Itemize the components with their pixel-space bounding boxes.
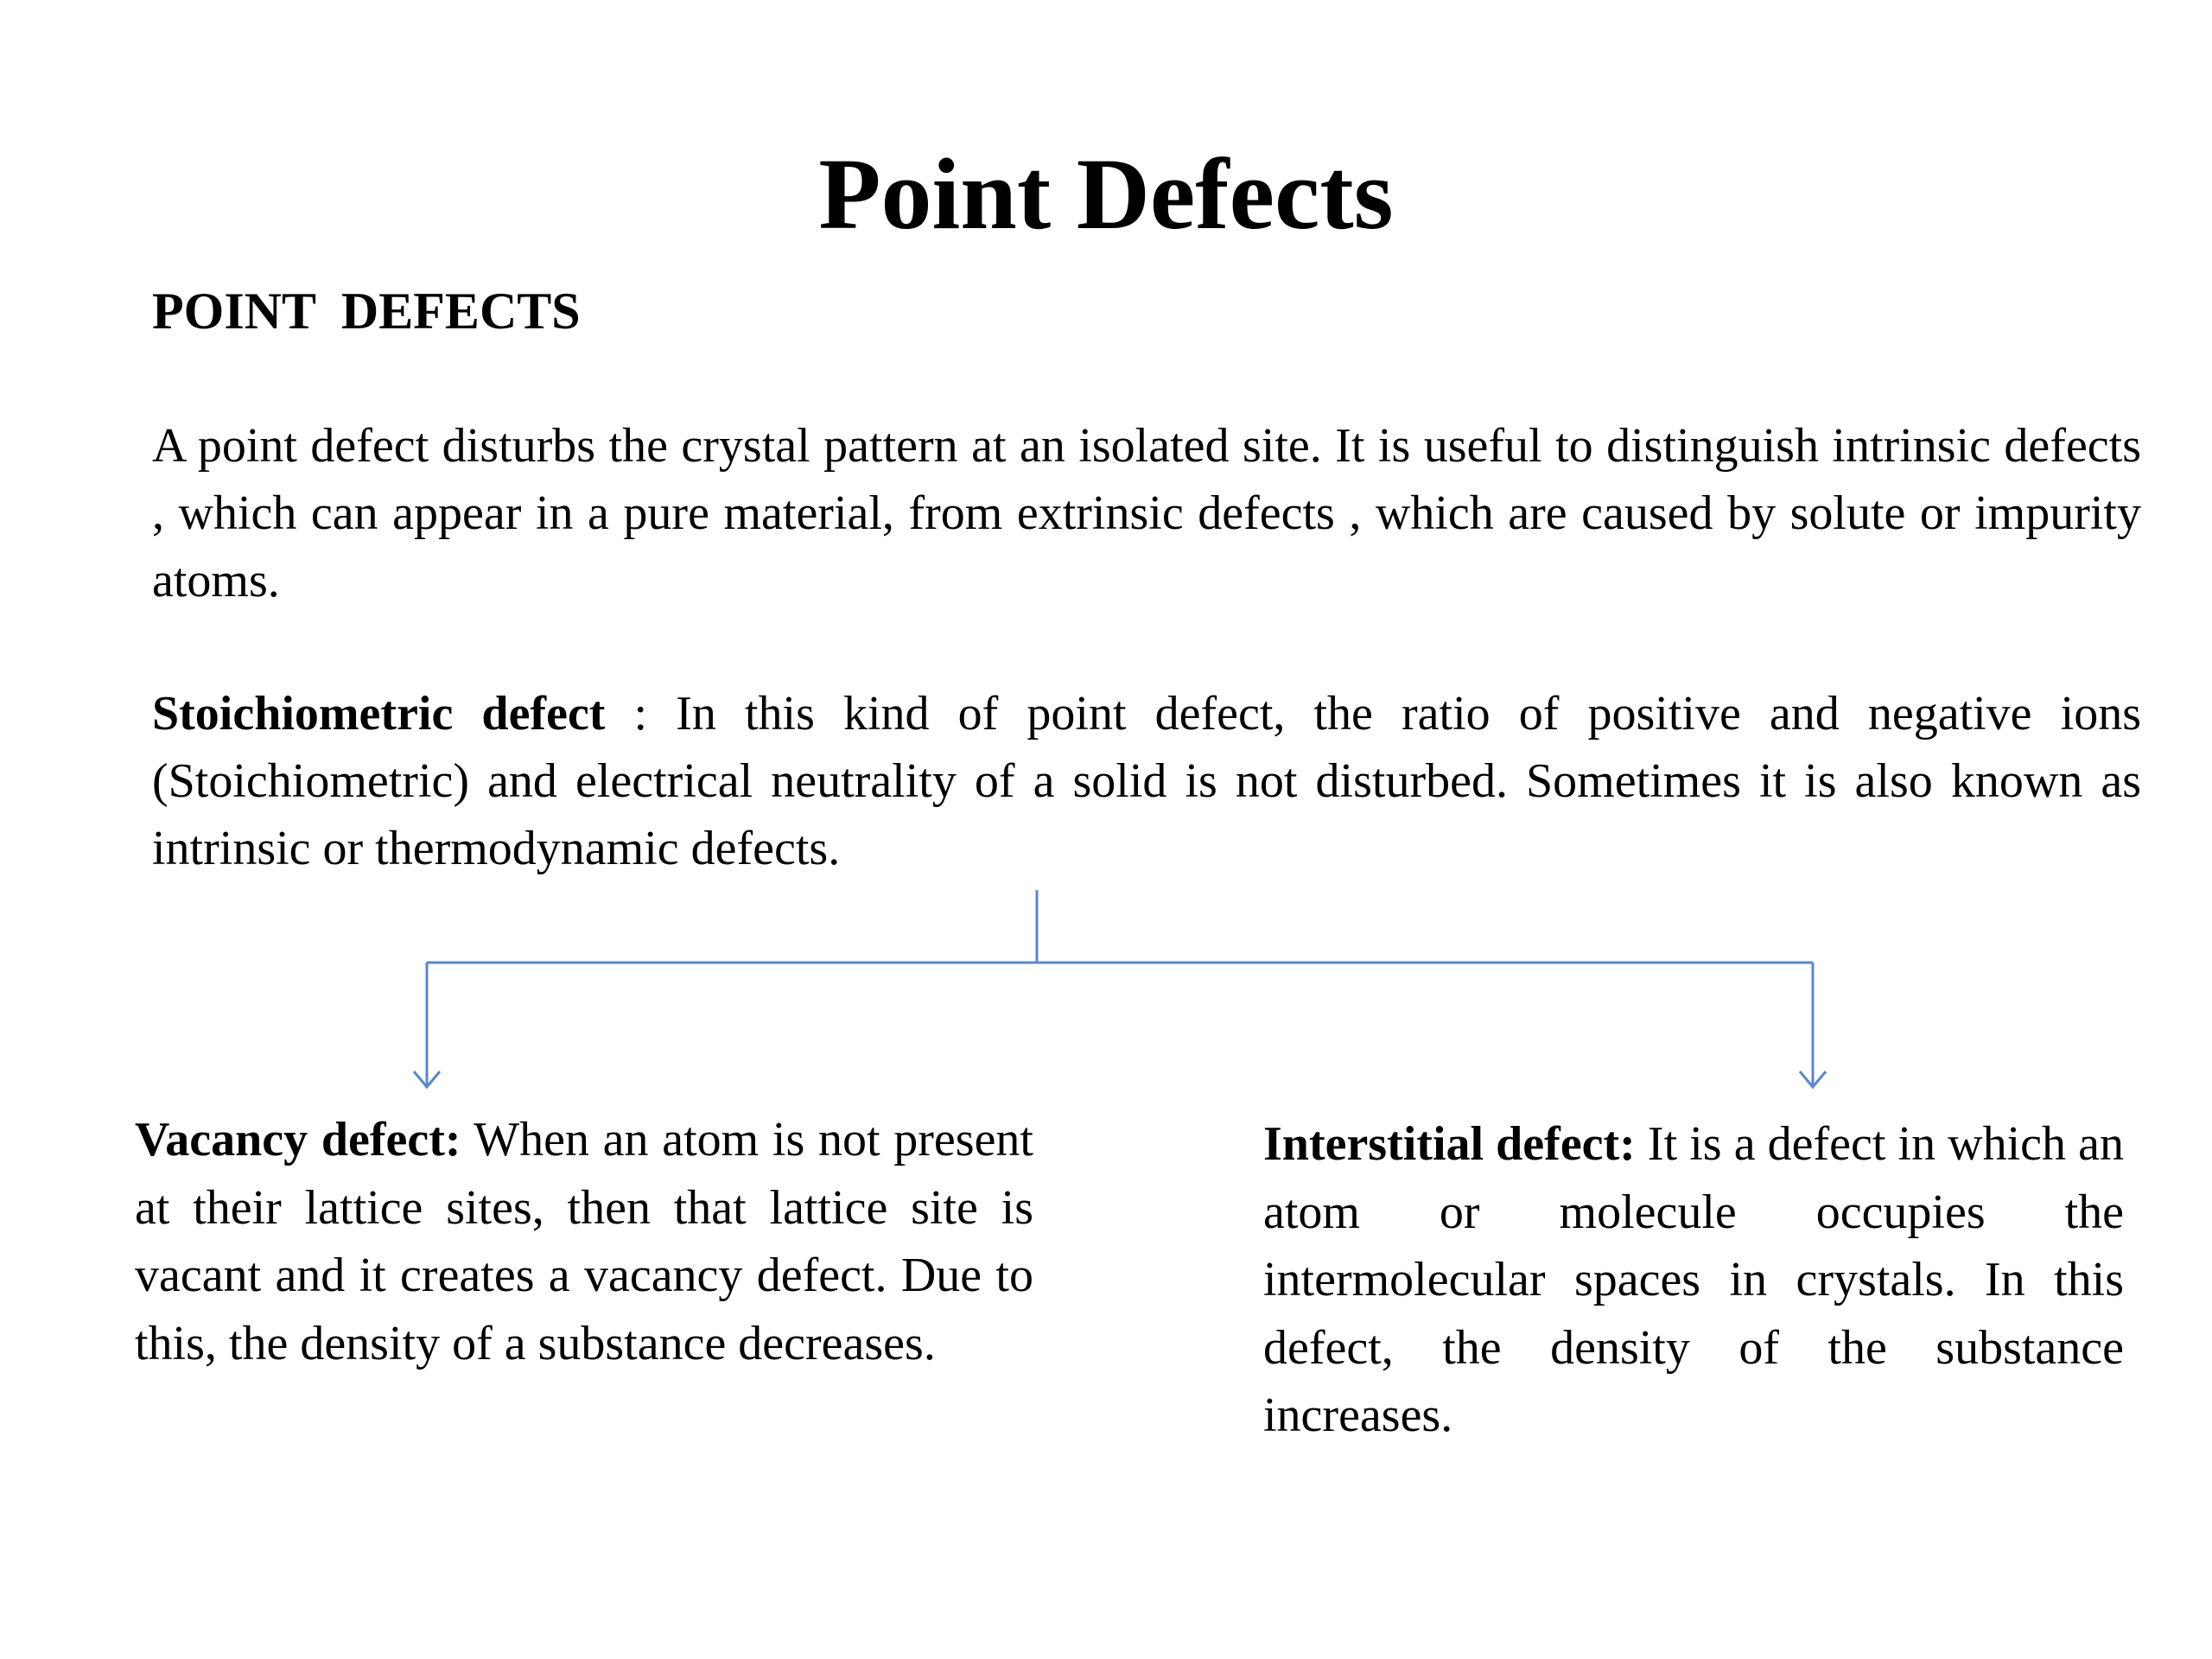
- vacancy-defect-term: Vacancy defect:: [135, 1113, 461, 1166]
- interstitial-defect-term: Interstitial defect:: [1263, 1117, 1636, 1171]
- intro-paragraph: A point defect disturbs the crystal pattern at an isolated site. It is useful to distinguish intrinsic defects , which can appear in a pure material, from extrinsic defects , which are caused by solute or impurity atoms.: [152, 419, 2141, 607]
- stoichiometric-paragraph: [152, 680, 2141, 882]
- vacancy-defect-description: When an atom is not present at their lattice sites, then that lattice site is vacant and it creates a vacancy defect. Due to this, the density of a substance decreases.: [135, 1113, 1033, 1370]
- vacancy-defect-box: [135, 1106, 1033, 1377]
- stoichiometric-term: Stoichiometric defect: [152, 687, 606, 741]
- arrowhead-right-icon: [1800, 1071, 1826, 1087]
- interstitial-defect-description: It is a defect in which an atom or molecule occupies the intermolecular spaces in crystals. In this defect, the density of the substance increases.: [1263, 1117, 2124, 1442]
- interstitial-defect-box: [1263, 1110, 2124, 1450]
- slide-title: Point Defects: [818, 137, 1394, 251]
- section-heading: POINT DEFECTS: [152, 283, 581, 340]
- arrowhead-left-icon: [414, 1071, 440, 1087]
- stoichiometric-description: : In this kind of point defect, the ratio of positive and negative ions (Stoichiometric) and electrical neutrality of a solid is not disturbed. Sometimes it is also known as intrinsic or thermodynamic defects.: [152, 687, 2141, 875]
